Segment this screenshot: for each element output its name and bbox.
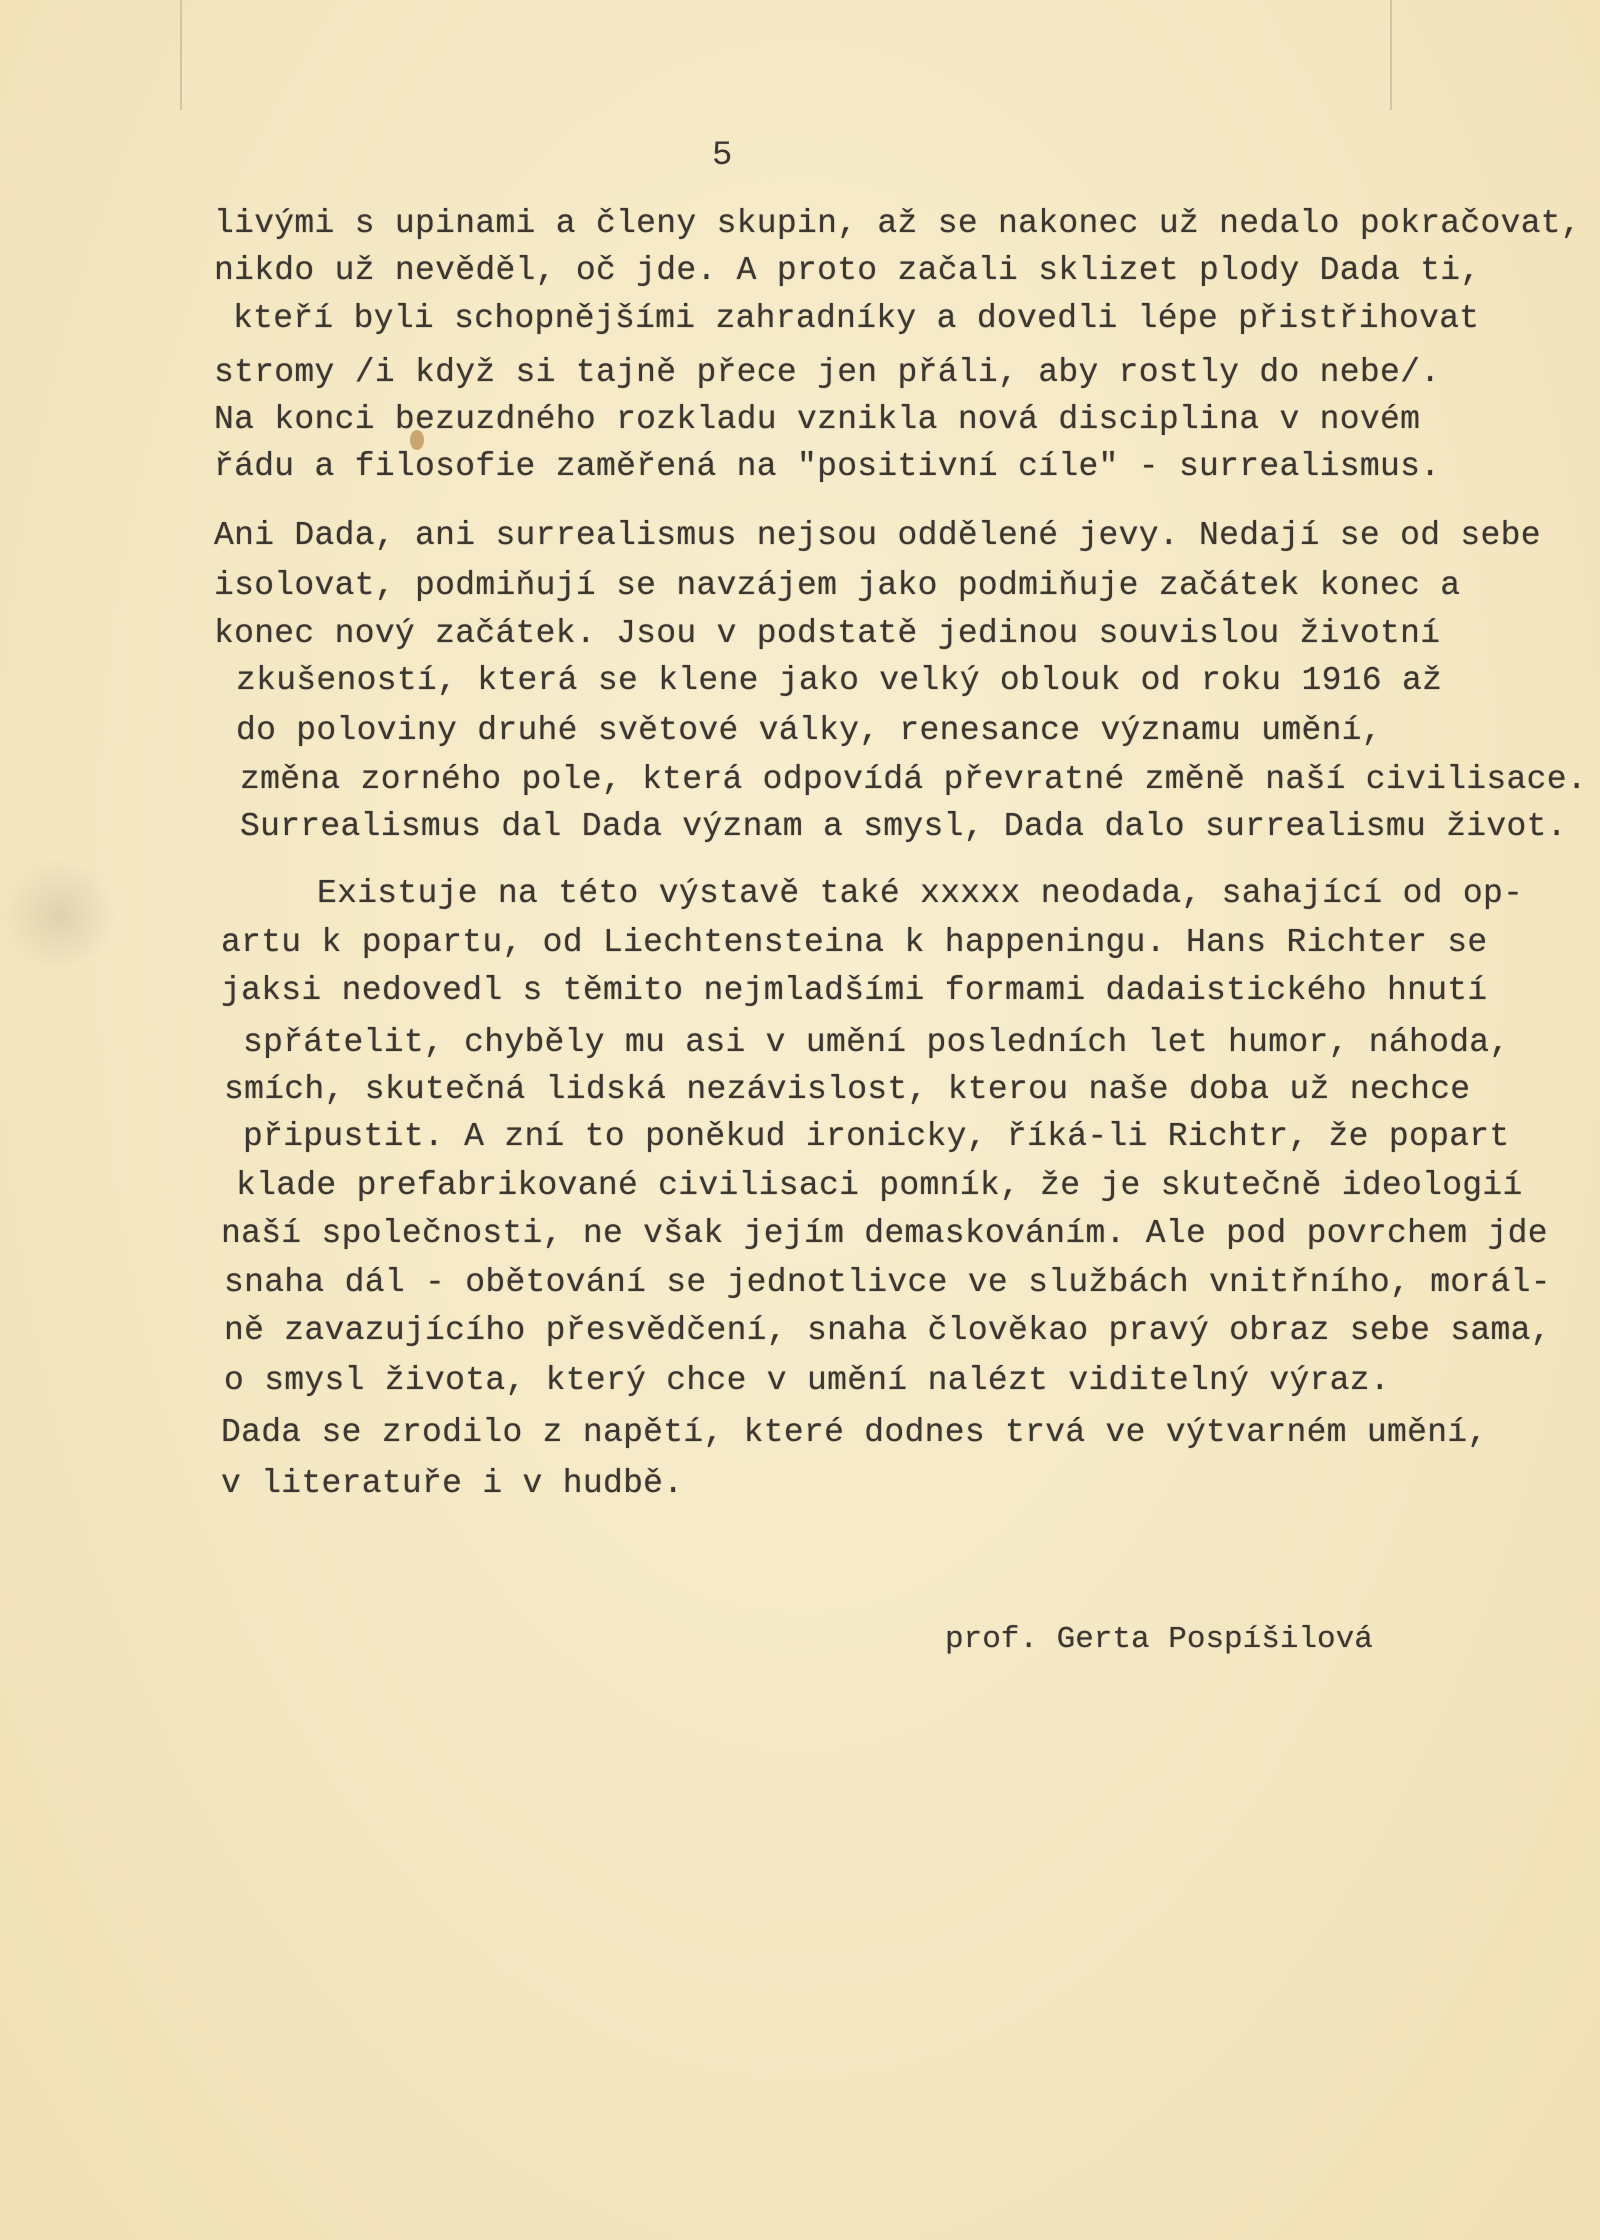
paper-crease: [180, 0, 182, 110]
text-line: livými s upinami a členy skupin, až se nakonec už nedalo pokračovat,: [214, 205, 1582, 242]
text-line: klade prefabrikované civilisaci pomník, že je skutečně ideologií: [236, 1167, 1523, 1204]
text-line: Surrealismus dal Dada význam a smysl, Dada dalo surrealismu život.: [240, 808, 1567, 845]
text-line: do poloviny druhé světové války, renesance významu umění,: [236, 712, 1382, 749]
text-line: naší společnosti, ne však jejím demaskováním. Ale pod povrchem jde: [221, 1215, 1548, 1252]
text-line: nikdo už nevěděl, oč jde. A proto začali sklizet plody Dada ti,: [214, 252, 1481, 289]
paper-crease: [1390, 0, 1392, 110]
text-line: jaksi nedovedl s těmito nejmladšími formami dadaistického hnutí: [221, 972, 1488, 1009]
text-line: konec nový začátek. Jsou v podstatě jedinou souvislou životní: [214, 615, 1441, 652]
text-line: Ani Dada, ani surrealismus nejsou oddělené jevy. Nedají se od sebe: [214, 517, 1541, 554]
text-line: změna zorného pole, která odpovídá převratné změně naší civilisace.: [240, 761, 1587, 798]
text-line: řádu a filosofie zaměřená na "positivní cíle" - surrealismus.: [214, 448, 1441, 485]
text-line: Existuje na této výstavě také xxxxx neodada, sahající od op-: [317, 875, 1524, 912]
text-line: smích, skutečná lidská nezávislost, kterou naše doba už nechce: [224, 1071, 1471, 1108]
text-line: snaha dál - obětování se jednotlivce ve službách vnitřního, morál-: [224, 1264, 1551, 1301]
paper-smudge: [0, 860, 120, 970]
text-line: o smysl života, který chce v umění nalézt viditelný výraz.: [224, 1362, 1390, 1399]
author-signature: prof. Gerta Pospíšilová: [945, 1622, 1373, 1657]
text-line: kteří byli schopnějšími zahradníky a dovedli lépe přistřihovat: [233, 300, 1480, 337]
text-line: Na konci bezuzdného rozkladu vznikla nová disciplina v novém: [214, 401, 1421, 438]
text-line: ně zavazujícího přesvědčení, snaha člověkao pravý obraz sebe sama,: [224, 1312, 1551, 1349]
text-line: spřátelit, chyběly mu asi v umění posledních let humor, náhoda,: [243, 1024, 1510, 1061]
text-line: isolovat, podmiňují se navzájem jako podmiňuje začátek konec a: [214, 567, 1461, 604]
text-line: zkušeností, která se klene jako velký oblouk od roku 1916 až: [236, 662, 1443, 699]
text-line: připustit. A zní to poněkud ironicky, říká-li Richtr, že popart: [243, 1118, 1510, 1155]
page-number: 5: [712, 137, 733, 175]
text-line: stromy /i když si tajně přece jen přáli, aby rostly do nebe/.: [214, 354, 1441, 391]
text-line: Dada se zrodilo z napětí, které dodnes trvá ve výtvarném umění,: [221, 1414, 1488, 1451]
text-line: artu k popartu, od Liechtensteina k happeningu. Hans Richter se: [221, 924, 1488, 961]
text-line: v literatuře i v hudbě.: [221, 1465, 684, 1502]
